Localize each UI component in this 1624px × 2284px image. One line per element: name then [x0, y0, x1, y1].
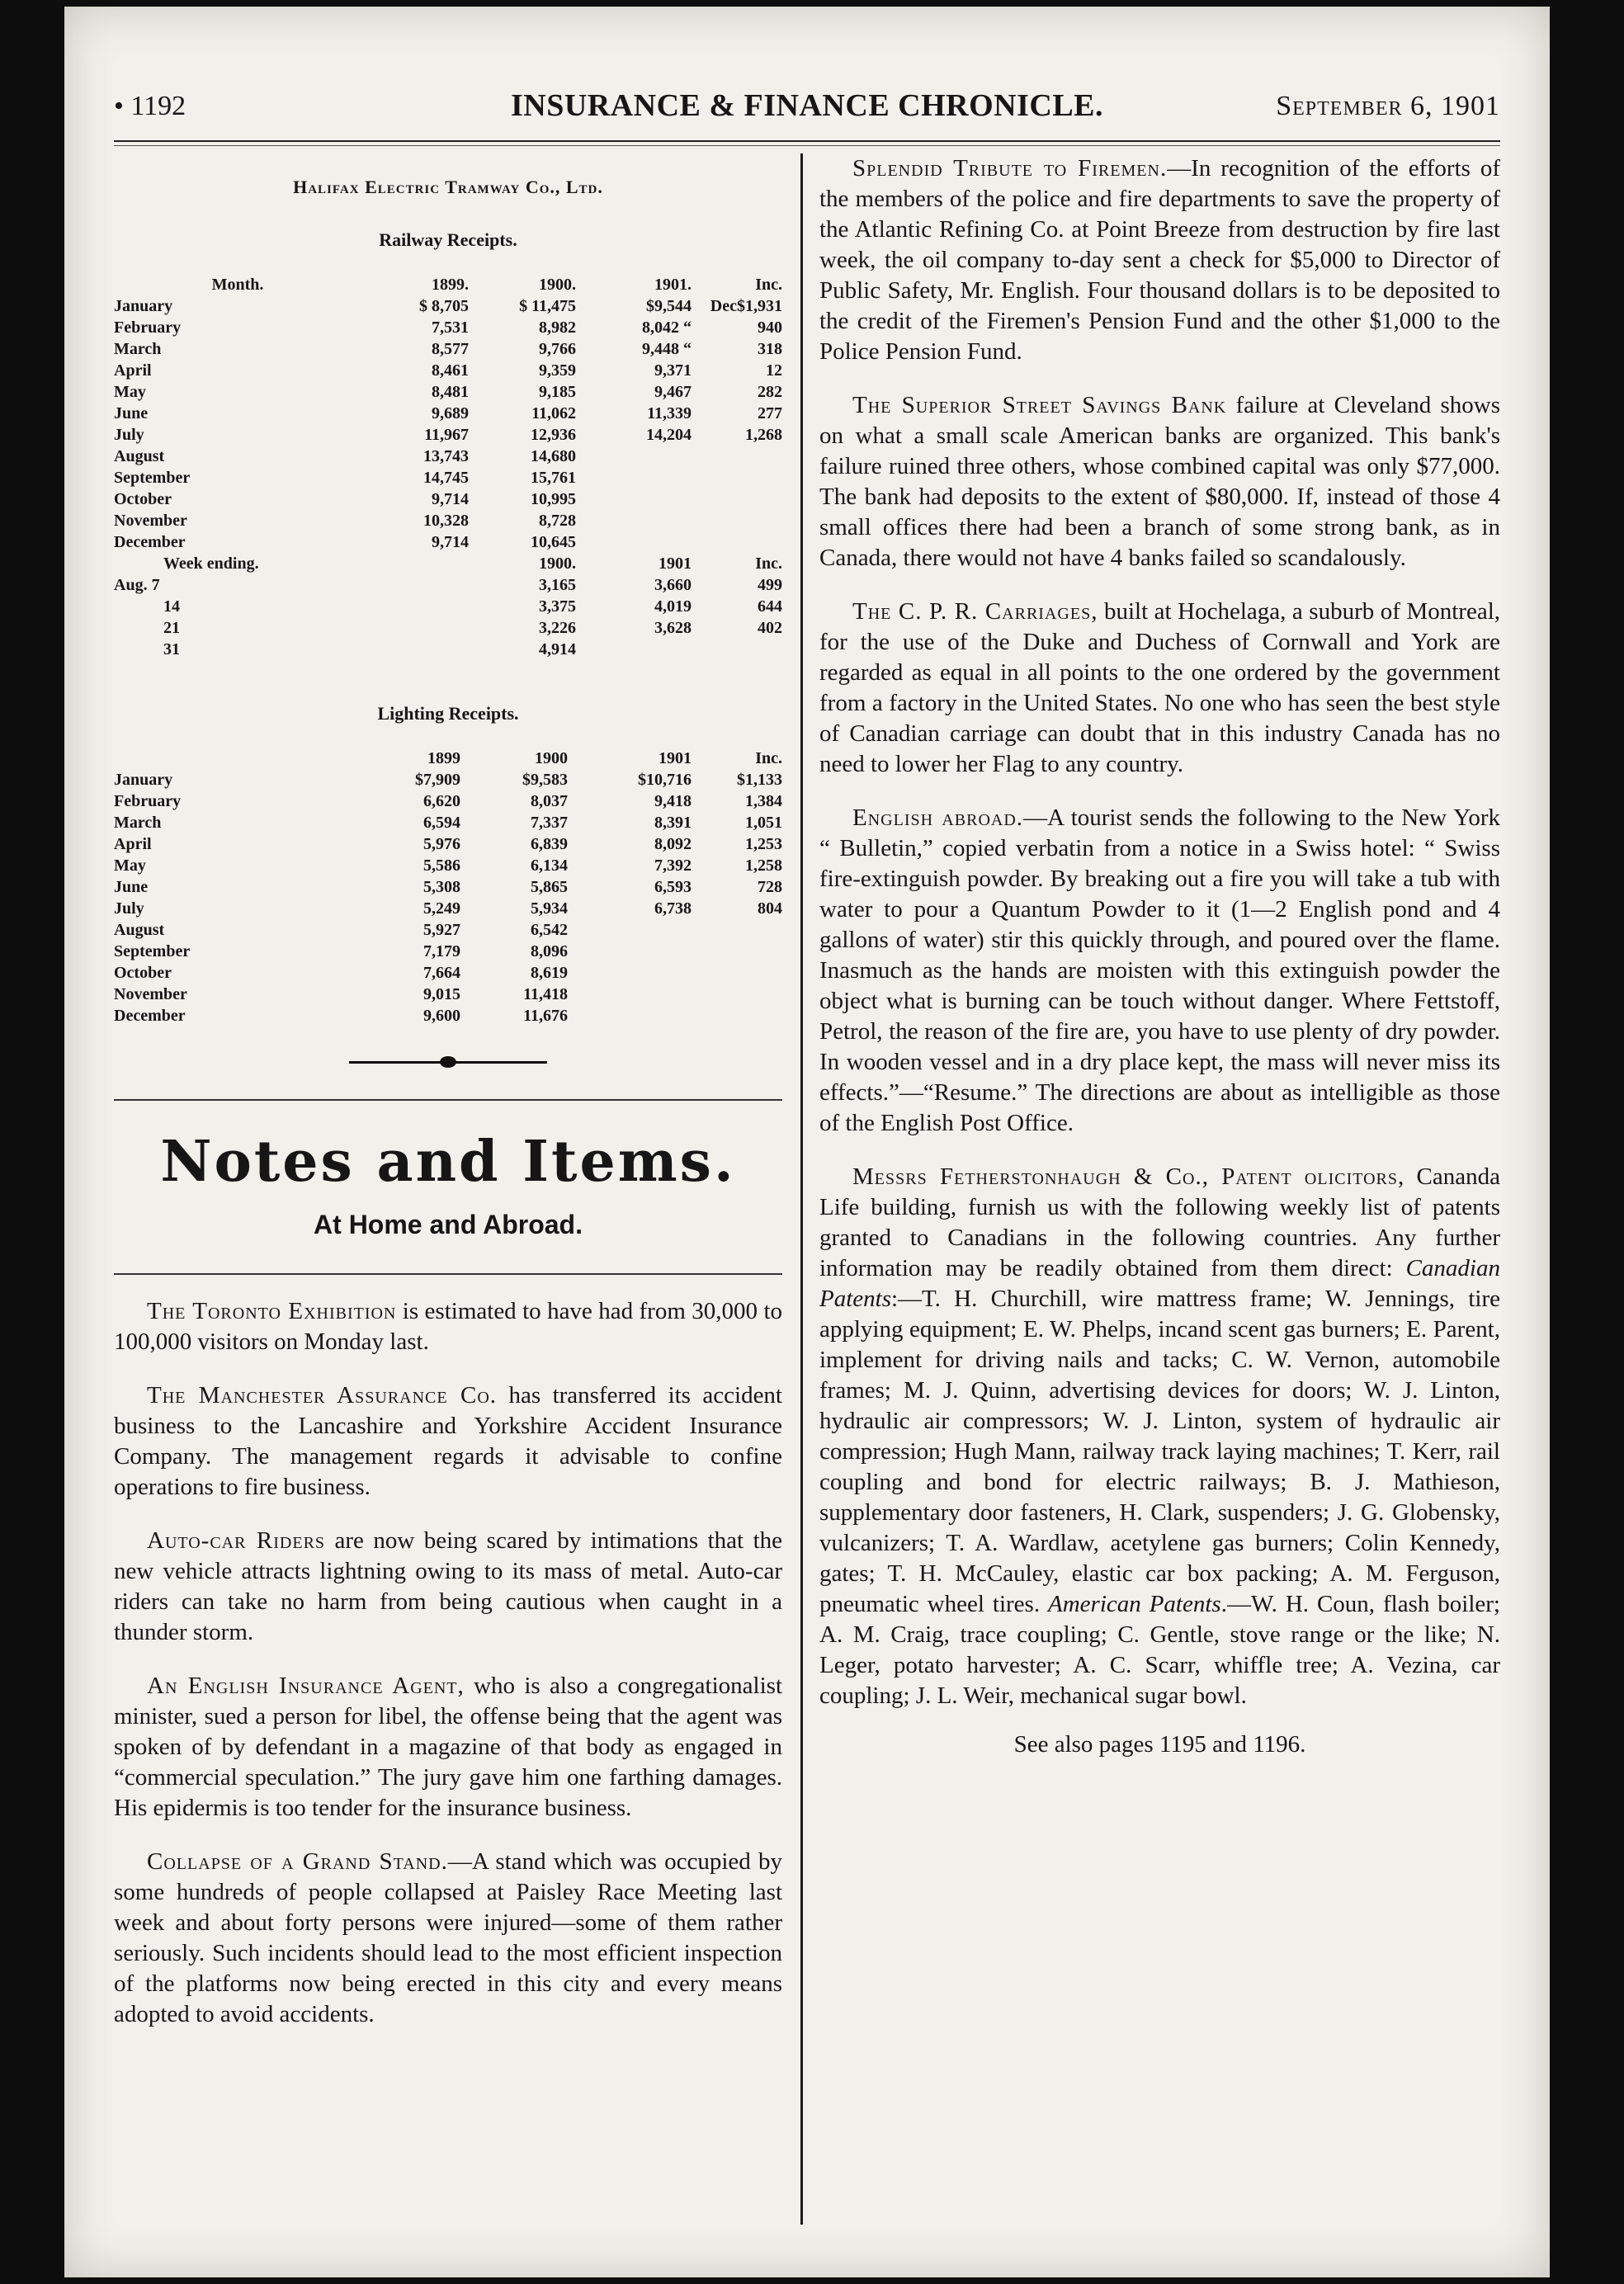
table-cell — [576, 488, 692, 510]
week-header-row — [114, 553, 782, 574]
table-cell: 5,308 — [423, 878, 460, 896]
row-label: May — [114, 856, 146, 875]
item-lead: The Superior Street Savings Bank — [852, 392, 1227, 418]
table-cell: 14,204 — [646, 426, 692, 444]
table-cell — [576, 446, 692, 467]
column-divider — [800, 153, 803, 2225]
table-row — [114, 962, 782, 984]
item-lead: The Toronto Exhibition — [147, 1298, 397, 1324]
table-row — [114, 381, 782, 403]
row-label: September — [114, 469, 191, 487]
railway-table-title: Railway Receipts. — [379, 229, 517, 250]
table-row — [114, 424, 782, 446]
row-label: August — [114, 921, 165, 939]
table-cell — [568, 984, 692, 1005]
item-lead: Messrs Fetherstonhaugh & Co., Patent olicitors, — [852, 1163, 1405, 1190]
table-cell: 9,418 — [654, 792, 692, 810]
table-cell: 6,620 — [423, 792, 460, 810]
row-label: December — [114, 533, 186, 551]
table-row — [114, 295, 782, 317]
table-cell: 13,743 — [423, 447, 469, 465]
row-label: July — [114, 426, 144, 444]
item-lead: An English Insurance Agent, — [147, 1673, 465, 1699]
table-cell: 7,392 — [654, 856, 692, 875]
table-cell: 9,600 — [423, 1007, 460, 1025]
table-cell — [692, 531, 782, 553]
table-cell: 10,995 — [531, 490, 576, 508]
row-label: 14 — [163, 597, 180, 616]
table-cell: $10,716 — [638, 771, 692, 789]
news-item — [114, 1671, 782, 1824]
news-item — [819, 803, 1500, 1139]
table-cell — [576, 467, 692, 488]
table-cell: Dec$1,931 — [710, 297, 782, 315]
row-label: 31 — [163, 640, 180, 658]
table-cell — [361, 639, 469, 660]
table-row — [114, 639, 782, 660]
issue-date: September 6, 1901 — [1276, 91, 1500, 121]
table-cell: 1,051 — [745, 814, 782, 832]
company-name: Halifax Electric Tramway Co., Ltd. — [293, 177, 603, 197]
table-row — [114, 531, 782, 553]
item-text: built at Hochelaga, a suburb of Montreal, for the use of the Duke and Duchess of Cornwall and York are regarded as equal in all points to the one ordered by the government from a factory in the United States. No one who has seen the best style of Canadian carriage can doubt that in this industry Canada has no need to lower her Flag to any country. — [819, 598, 1501, 777]
table-cell: 3,628 — [654, 619, 692, 637]
table-cell: 3,375 — [539, 597, 576, 616]
page-number: • 1192 — [114, 91, 186, 121]
header-rule — [114, 140, 1500, 142]
table-row — [114, 812, 782, 833]
table-cell: $ 11,475 — [519, 297, 576, 315]
table-cell: 8,042 “ — [642, 319, 692, 337]
table-cell — [568, 1005, 692, 1026]
table-row — [114, 769, 782, 790]
item-lead: Auto-car Riders — [147, 1527, 326, 1554]
table-cell: 9,689 — [432, 404, 469, 422]
table-cell: 8,728 — [539, 512, 576, 530]
table-cell — [692, 510, 782, 531]
table-cell: 1,258 — [745, 856, 782, 875]
table-cell: 644 — [758, 597, 782, 616]
table-cell: 12,936 — [531, 426, 576, 444]
row-label: May — [114, 383, 146, 401]
table-row — [114, 317, 782, 338]
table-cell: 9,467 — [654, 383, 692, 401]
table-cell: 9,766 — [539, 340, 576, 358]
column-header: 1900. — [539, 554, 576, 573]
column-header: 1901. — [654, 276, 692, 294]
column-header: 1899 — [427, 749, 460, 767]
table-cell — [692, 984, 782, 1005]
column-header: Inc. — [755, 749, 782, 767]
table-cell — [692, 919, 782, 941]
table-cell: 5,865 — [531, 878, 568, 896]
news-item — [114, 1847, 782, 2030]
table-cell: 10,328 — [423, 512, 469, 530]
item-text: :—T. H. Churchill, wire mattress frame; W. Jennings, tire applying equipment; E. W. Phelps, incand scent gas burners; E. Parent, implement for driving nails and tacks; C. W. Vernon, automobile frames; M. J. Quinn, advertising devices for doors; W. J. Linton, hydraulic air compressors; W. J. Linton, system of hydraulic air compression; Hugh Mann, railway track laying machines; T. Kerr, rail coupling and bond for electric railways; B. J. Mathieson, supplementary door fasteners, H. Clark, suspenders; J. G. Globensky, vulcanizers; T. A. Wardlaw, acetylene gas burners; Colin Kennedy, gates; T. H. McCauley, elastic car box packing; A. M. Ferguson, pneumatic wheel tires. — [819, 1286, 1500, 1617]
table-cell: 5,927 — [423, 921, 460, 939]
item-text: .—W. H. Coun, flash boiler; A. M. Craig, trace coupling; C. Gentle, stove range or the like; N. Leger, potato harvester; A. C. Scarr, whiffle tree; A. Vezina, car coupling; J. L. Weir, mechanical sugar bowl. — [819, 1591, 1500, 1709]
row-label: October — [114, 964, 172, 982]
table-cell: 8,577 — [432, 340, 469, 358]
table-cell: 14,680 — [531, 447, 576, 465]
table-row — [114, 833, 782, 855]
item-text: who is also a congregationalist minister, sued a person for libel, the offense being that the agent was spoken of by defendant in a magazine of that body as engaged in “commercial speculation.” The jury gave him one farthing damages. His epidermis is too tender for the insurance business. — [114, 1673, 782, 1821]
table-cell — [576, 639, 692, 660]
table-header-row — [114, 748, 782, 769]
table-cell — [692, 639, 782, 660]
see-also-note: See also pages 1195 and 1196. — [1013, 1731, 1306, 1758]
table-cell: 11,062 — [531, 404, 576, 422]
table-cell: 4,019 — [654, 597, 692, 616]
column-header: 1901 — [659, 749, 692, 767]
table-cell — [361, 617, 469, 639]
table-cell: 6,839 — [531, 835, 568, 853]
table-row — [114, 403, 782, 424]
newspaper-page — [64, 7, 1550, 2277]
table-cell: 5,976 — [423, 835, 460, 853]
table-cell: 7,664 — [423, 964, 460, 982]
table-cell: 8,619 — [531, 964, 568, 982]
table-cell: 9,359 — [539, 361, 576, 380]
table-cell: 9,185 — [539, 383, 576, 401]
table-cell: 9,714 — [432, 533, 469, 551]
table-row — [114, 876, 782, 898]
row-label: December — [114, 1007, 186, 1025]
table-row — [114, 338, 782, 360]
item-text: —A tourist sends the following to the New York “ Bulletin,” copied verbatin from a notice in a Swiss hotel: “ Swiss fire-extinguish powder. By breaking out a fire you will take a tub with water to pour a Quantum Powder to it (1—2 English pond and 4 gallons of water) stir this quickly through, and poured over the flame. Inasmuch as the hands are moisten with this extinguish powder the object what is burning can be touch without danger. Where Fettstoff, Petrol, the reason of the fire are, you have to use plenty of dry powder. In wooden vessel and in a dry place kept, the mass will never miss its effects.”—“Resume.” The directions are about as intelligible as those of the English Post Office. — [819, 805, 1500, 1136]
row-label: March — [114, 814, 162, 832]
item-text: failure at Cleveland shows on what a small scale American banks are organized. This bank's failure ruined three others, whose combined capital was only $77,000. The bank had deposits to the extent of $80,000. If, instead of those 4 small offices there had been a branch of some strong bank, as in Canada, there would not have 4 banks failed so scandalously. — [819, 392, 1500, 571]
column-header: Inc. — [755, 554, 782, 573]
table-cell: 8,481 — [432, 383, 469, 401]
table-cell: 11,418 — [523, 985, 568, 1003]
table-cell: 3,226 — [539, 619, 576, 637]
table-cell: $ 8,705 — [419, 297, 469, 315]
notes-subheading: At Home and Abroad. — [314, 1210, 583, 1239]
table-row — [114, 467, 782, 488]
table-header-row — [114, 274, 782, 295]
row-label: January — [114, 771, 173, 789]
news-item — [114, 1296, 782, 1357]
row-label: 21 — [163, 619, 180, 637]
item-lead: The C. P. R. Carriages, — [852, 598, 1098, 625]
row-label: June — [114, 878, 149, 896]
table-cell: 8,092 — [654, 835, 692, 853]
row-label: February — [114, 792, 182, 810]
news-item — [819, 390, 1500, 573]
row-label: August — [114, 447, 165, 465]
table-cell: 7,179 — [423, 942, 460, 960]
table-row — [114, 360, 782, 381]
column-header: 1901 — [659, 554, 692, 573]
column-header: 1899. — [432, 276, 469, 294]
item-lead: Collapse of a Grand Stand. — [147, 1848, 448, 1875]
table-cell: 6,594 — [423, 814, 460, 832]
table-cell: 11,967 — [424, 426, 469, 444]
left-articles — [114, 1296, 782, 2030]
news-item — [819, 1162, 1500, 1711]
table-cell: 11,676 — [523, 1007, 568, 1025]
table-cell — [568, 962, 692, 984]
item-text: Cananda Life building, furnish us with the following weekly list of patents granted to Canadians in the following countries. Any further information may be readily obtained from them direct: — [819, 1163, 1500, 1281]
item-text: are now being scared by intimations that the new vehicle attracts lightning owing to its mass of metal. Auto-car riders can take no harm from being cautious when caught in a thunder storm. — [114, 1527, 783, 1645]
table-cell — [692, 446, 782, 467]
row-label: June — [114, 404, 149, 422]
table-cell: $7,909 — [415, 771, 460, 789]
lighting-table-title: Lighting Receipts. — [377, 703, 519, 724]
table-cell — [568, 941, 692, 962]
table-cell: 804 — [758, 899, 782, 918]
left-column — [114, 172, 782, 2053]
table-cell: 9,448 “ — [642, 340, 692, 358]
column-header: Inc. — [755, 276, 782, 294]
row-label: November — [114, 512, 187, 530]
table-cell — [692, 1005, 782, 1026]
row-label: July — [114, 899, 144, 918]
table-cell — [692, 941, 782, 962]
column-header — [114, 748, 353, 769]
table-cell: 10,645 — [531, 533, 576, 551]
table-cell: 8,037 — [531, 792, 568, 810]
table-row — [114, 1005, 782, 1026]
table-cell: 8,096 — [531, 942, 568, 960]
table-row — [114, 790, 782, 812]
table-cell: $1,133 — [737, 771, 782, 789]
table-cell: 277 — [758, 404, 782, 422]
table-cell — [576, 531, 692, 553]
table-cell: 4,914 — [539, 640, 576, 658]
row-label: February — [114, 319, 182, 337]
table-cell — [692, 488, 782, 510]
table-cell: 5,934 — [531, 899, 568, 918]
table-cell — [568, 919, 692, 941]
table-cell: 6,593 — [654, 878, 692, 896]
table-cell: 940 — [758, 319, 782, 337]
row-label: January — [114, 297, 173, 315]
row-label: Aug. 7 — [114, 576, 160, 594]
section-rule — [114, 1273, 782, 1275]
page-header — [114, 87, 1500, 134]
table-cell: $9,583 — [522, 771, 568, 789]
news-item — [819, 153, 1500, 367]
item-italic: American Patents — [1048, 1591, 1221, 1617]
table-cell: 318 — [758, 340, 782, 358]
table-cell: 728 — [758, 878, 782, 896]
table-cell: 6,738 — [654, 899, 692, 918]
table-row — [114, 984, 782, 1005]
table-cell: 5,586 — [423, 856, 460, 875]
item-text: is estimated to have had from 30,000 to 100,000 visitors on Monday last. — [114, 1298, 783, 1355]
table-cell: 3,165 — [539, 576, 576, 594]
journal-title: INSURANCE & FINANCE CHRONICLE. — [510, 88, 1104, 123]
item-italic: Canadian Patents — [819, 1255, 1500, 1312]
news-item — [114, 1380, 782, 1503]
table-cell: 5,249 — [423, 899, 460, 918]
lighting-receipts-table — [114, 748, 782, 1026]
table-row — [114, 446, 782, 467]
table-cell: 15,761 — [531, 469, 576, 487]
table-cell: 9,015 — [423, 985, 460, 1003]
item-lead: The Manchester Assurance Co. — [147, 1382, 498, 1409]
header-rule-thin — [114, 145, 1500, 146]
row-label: April — [114, 361, 152, 380]
item-text: —In recognition of the efforts of the members of the police and fire departments to save the property of the Atlantic Refining Co. at Point Breeze from destruction by fire last week, the oil company to-day sent a check for $5,000 to Director of Public Safety, Mr. English. Four thousand dollars is to be deposited to the credit of the Firemen's Pension Fund and the other $1,000 to the Police Pension Fund. — [819, 155, 1501, 365]
table-cell: 8,982 — [539, 319, 576, 337]
table-cell: 12 — [766, 361, 782, 380]
table-cell: 282 — [758, 383, 782, 401]
row-label: November — [114, 985, 187, 1003]
column-header: Month. — [211, 276, 264, 294]
row-label: October — [114, 490, 172, 508]
table-cell — [576, 510, 692, 531]
table-cell: 9,714 — [432, 490, 469, 508]
table-cell: 6,542 — [531, 921, 568, 939]
table-row — [114, 898, 782, 919]
item-text: has transferred its accident business to the Lancashire and Yorkshire Accident Insurance Company. The management regards it advisable to confine operations to fire business. — [114, 1382, 782, 1500]
table-cell: 8,461 — [432, 361, 469, 380]
column-header: 1900 — [535, 749, 568, 767]
news-item — [819, 597, 1500, 780]
table-row — [114, 596, 782, 617]
table-cell: 8,391 — [654, 814, 692, 832]
right-articles — [819, 153, 1500, 1711]
table-cell: 6,134 — [531, 856, 568, 875]
notes-heading: Notes and Items. — [160, 1129, 736, 1195]
table-row — [114, 855, 782, 876]
row-label: March — [114, 340, 162, 358]
row-label: April — [114, 835, 152, 853]
table-cell: 1,253 — [745, 835, 782, 853]
table-row — [114, 510, 782, 531]
table-cell: 1,384 — [745, 792, 782, 810]
table-row — [114, 617, 782, 639]
railway-receipts-table — [114, 274, 782, 660]
item-text: —A stand which was occupied by some hundreds of people collapsed at Paisley Race Meeting last week and about forty persons were injured—some of them rather seriously. Such incidents should lead to the most efficient inspection of the platforms now being erected in this city and every means adopted to avoid accidents. — [114, 1848, 782, 2027]
table-cell: 7,337 — [531, 814, 568, 832]
table-cell: 11,339 — [647, 404, 692, 422]
row-label: September — [114, 942, 191, 960]
right-column — [819, 153, 1500, 1758]
table-row — [114, 919, 782, 941]
table-cell: $9,544 — [646, 297, 692, 315]
table-row — [114, 941, 782, 962]
table-cell: 499 — [758, 576, 782, 594]
table-cell: 14,745 — [423, 469, 469, 487]
column-header: Week ending. — [163, 554, 259, 573]
table-cell — [692, 962, 782, 984]
table-cell: 9,371 — [654, 361, 692, 380]
item-lead: English abroad. — [852, 805, 1024, 831]
table-cell: 402 — [758, 619, 782, 637]
section-rule — [114, 1099, 782, 1101]
table-cell — [361, 596, 469, 617]
table-row — [114, 488, 782, 510]
table-cell: 1,268 — [745, 426, 782, 444]
table-row — [114, 574, 782, 596]
item-lead: Splendid Tribute to Firemen. — [852, 155, 1168, 182]
news-item — [114, 1526, 782, 1648]
ornament-divider — [349, 1058, 547, 1066]
table-cell — [361, 574, 469, 596]
table-cell: 3,660 — [654, 576, 692, 594]
table-cell — [692, 467, 782, 488]
column-header: 1900. — [539, 276, 576, 294]
table-cell: 7,531 — [432, 319, 469, 337]
